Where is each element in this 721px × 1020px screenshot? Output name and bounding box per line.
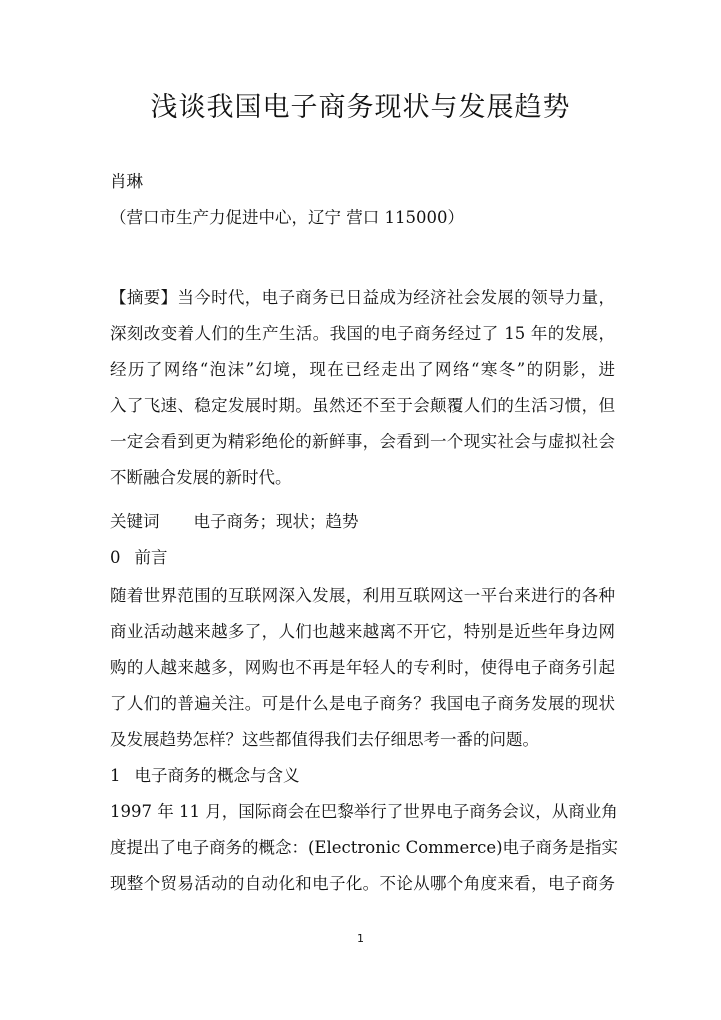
- section-number: 1: [110, 766, 121, 785]
- section-title: 前言: [134, 548, 168, 567]
- body-line: 及发展趋势怎样？这些都值得我们去仔细思考一番的问题。: [110, 730, 539, 749]
- section-heading-0: [110, 540, 615, 576]
- keywords-label: 关键词: [110, 512, 160, 531]
- document-title: 浅谈我国电子商务现状与发展趋势: [150, 92, 571, 123]
- keywords-row: [110, 504, 615, 540]
- body-line: 了人们的普遍关注。可是什么是电子商务？我国电子商务发展的现状: [110, 694, 615, 713]
- abstract-line: 深刻改变着人们的生产生活。我国的电子商务经过了 15 年的发展，: [110, 324, 615, 343]
- page-number: 1: [357, 932, 364, 945]
- section-heading-1: [110, 758, 615, 794]
- author-name: 肖琳: [110, 172, 143, 191]
- abstract-line: 不断融合发展的新时代。: [110, 468, 292, 487]
- abstract-line: 一定会看到更为精彩绝伦的新鲜事，会看到一个现实社会与虚拟社会: [110, 432, 615, 451]
- abstract-line: 经历了网络“泡沫”幻境，现在已经走出了网络“寒冬”的阴影，进: [110, 360, 615, 379]
- section-number: 0: [110, 548, 121, 567]
- section-title: 电子商务的概念与含义: [134, 766, 300, 785]
- body-line: 商业活动越来越多了，人们也越来越离不开它，特别是近些年身边网: [110, 622, 615, 641]
- body-line: 度提出了电子商务的概念：(Electronic Commerce)电子商务是指实: [110, 838, 619, 857]
- abstract-line: 入了飞速、稳定发展时期。虽然还不至于会颠覆人们的生活习惯，但: [110, 396, 615, 415]
- keywords-value: 电子商务；现状；趋势: [193, 512, 359, 531]
- body-line: 现整个贸易活动的自动化和电子化。不论从哪个角度来看，电子商务: [110, 874, 615, 893]
- body-line: 随着世界范围的互联网深入发展，利用互联网这一平台来进行的各种: [110, 586, 615, 605]
- abstract-line: 【摘要】当今时代，电子商务已日益成为经济社会发展的领导力量，: [110, 288, 615, 307]
- body-line: 购的人越来越多，网购也不再是年轻人的专利时，使得电子商务引起: [110, 658, 615, 677]
- author-affiliation: （营口市生产力促进中心，辽宁 营口 115000）: [110, 208, 464, 227]
- body-line: 1997 年 11 月，国际商会在巴黎举行了世界电子商务会议，从商业角: [110, 802, 618, 821]
